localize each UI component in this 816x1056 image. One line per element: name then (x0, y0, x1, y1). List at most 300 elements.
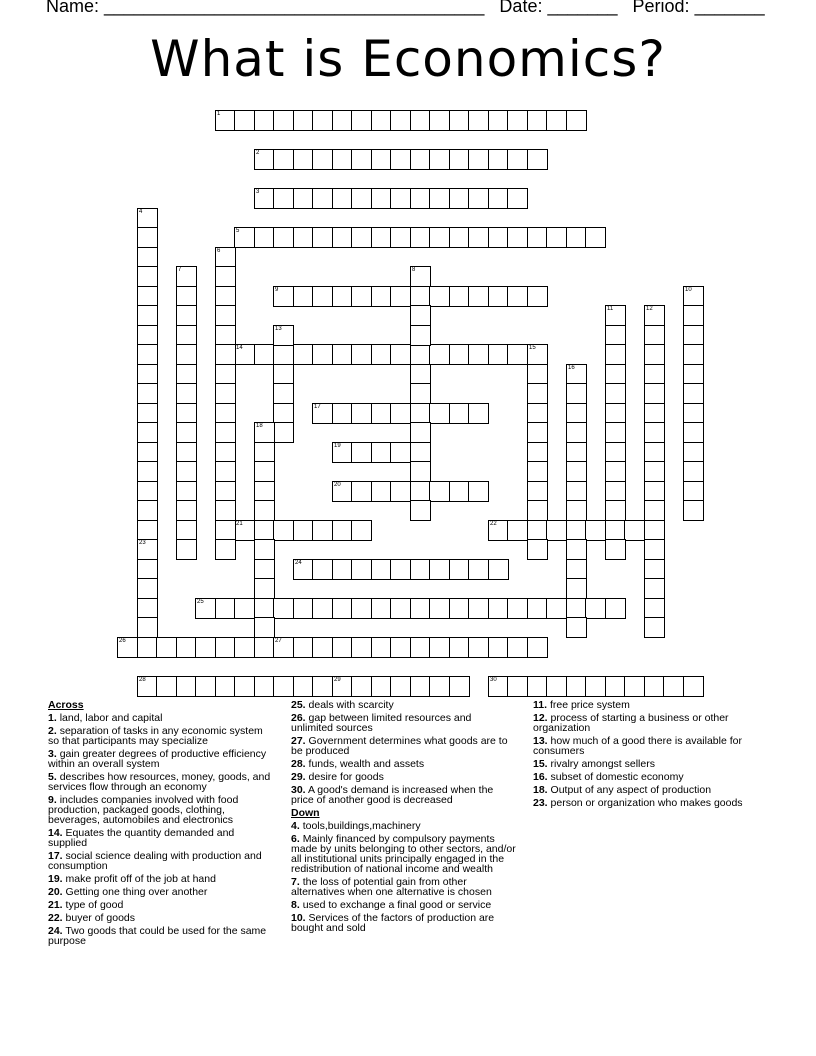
grid-cell[interactable] (527, 344, 548, 365)
grid-cell[interactable] (254, 227, 275, 248)
grid-cell[interactable] (468, 286, 489, 307)
grid-cell[interactable] (507, 110, 528, 131)
grid-cell[interactable] (293, 110, 314, 131)
grid-cell[interactable] (449, 110, 470, 131)
grid-cell[interactable] (488, 286, 509, 307)
grid-cell[interactable] (683, 442, 704, 463)
grid-cell[interactable] (234, 520, 255, 541)
grid-cell[interactable] (351, 149, 372, 170)
grid-cell[interactable] (527, 422, 548, 443)
grid-cell[interactable] (254, 520, 275, 541)
grid-cell[interactable] (137, 325, 158, 346)
grid-cell[interactable] (215, 500, 236, 521)
grid-cell[interactable] (371, 227, 392, 248)
grid-cell[interactable] (371, 676, 392, 697)
grid-cell[interactable] (683, 481, 704, 502)
grid-cell[interactable] (293, 344, 314, 365)
grid-cell[interactable] (410, 188, 431, 209)
grid-cell[interactable] (410, 676, 431, 697)
grid-cell[interactable] (605, 461, 626, 482)
grid-cell[interactable] (390, 676, 411, 697)
grid-cell[interactable] (293, 227, 314, 248)
grid-cell[interactable] (527, 227, 548, 248)
grid-cell[interactable] (137, 637, 158, 658)
grid-cell[interactable] (234, 110, 255, 131)
grid-cell[interactable] (117, 637, 138, 658)
grid-cell[interactable] (195, 598, 216, 619)
grid-cell[interactable] (410, 286, 431, 307)
grid-cell[interactable] (527, 403, 548, 424)
grid-cell[interactable] (293, 559, 314, 580)
grid-cell[interactable] (351, 344, 372, 365)
grid-cell[interactable] (468, 559, 489, 580)
grid-cell[interactable] (332, 520, 353, 541)
grid-cell[interactable] (566, 364, 587, 385)
grid-cell[interactable] (137, 520, 158, 541)
grid-cell[interactable] (410, 149, 431, 170)
grid-cell[interactable] (605, 676, 626, 697)
grid-cell[interactable] (488, 110, 509, 131)
grid-cell[interactable] (176, 422, 197, 443)
grid-cell[interactable] (176, 403, 197, 424)
grid-cell[interactable] (273, 149, 294, 170)
grid-cell[interactable] (176, 383, 197, 404)
grid-cell[interactable] (527, 520, 548, 541)
grid-cell[interactable] (566, 227, 587, 248)
grid-cell[interactable] (137, 247, 158, 268)
grid-cell[interactable] (605, 500, 626, 521)
grid-cell[interactable] (332, 598, 353, 619)
grid-cell[interactable] (644, 461, 665, 482)
grid-cell[interactable] (254, 617, 275, 638)
grid-cell[interactable] (234, 637, 255, 658)
grid-cell[interactable] (644, 305, 665, 326)
grid-cell[interactable] (488, 559, 509, 580)
grid-cell[interactable] (137, 442, 158, 463)
grid-cell[interactable] (312, 598, 333, 619)
grid-cell[interactable] (215, 364, 236, 385)
grid-cell[interactable] (644, 383, 665, 404)
grid-cell[interactable] (546, 227, 567, 248)
grid-cell[interactable] (293, 188, 314, 209)
grid-cell[interactable] (644, 325, 665, 346)
grid-cell[interactable] (312, 188, 333, 209)
grid-cell[interactable] (273, 520, 294, 541)
grid-cell[interactable] (429, 188, 450, 209)
grid-cell[interactable] (605, 344, 626, 365)
grid-cell[interactable] (215, 442, 236, 463)
grid-cell[interactable] (371, 403, 392, 424)
grid-cell[interactable] (644, 344, 665, 365)
grid-cell[interactable] (429, 110, 450, 131)
grid-cell[interactable] (566, 383, 587, 404)
grid-cell[interactable] (351, 637, 372, 658)
grid-cell[interactable] (351, 598, 372, 619)
grid-cell[interactable] (273, 422, 294, 443)
grid-cell[interactable] (176, 266, 197, 287)
grid-cell[interactable] (566, 481, 587, 502)
grid-cell[interactable] (644, 422, 665, 443)
grid-cell[interactable] (332, 188, 353, 209)
grid-cell[interactable] (215, 422, 236, 443)
grid-cell[interactable] (605, 481, 626, 502)
grid-cell[interactable] (644, 520, 665, 541)
grid-cell[interactable] (390, 286, 411, 307)
grid-cell[interactable] (449, 344, 470, 365)
grid-cell[interactable] (176, 481, 197, 502)
grid-cell[interactable] (527, 110, 548, 131)
grid-cell[interactable] (605, 403, 626, 424)
grid-cell[interactable] (351, 403, 372, 424)
grid-cell[interactable] (215, 325, 236, 346)
grid-cell[interactable] (273, 110, 294, 131)
grid-cell[interactable] (332, 637, 353, 658)
grid-cell[interactable] (176, 344, 197, 365)
grid-cell[interactable] (527, 500, 548, 521)
grid-cell[interactable] (371, 598, 392, 619)
grid-cell[interactable] (254, 578, 275, 599)
grid-cell[interactable] (254, 559, 275, 580)
grid-cell[interactable] (332, 442, 353, 463)
grid-cell[interactable] (273, 383, 294, 404)
grid-cell[interactable] (566, 520, 587, 541)
grid-cell[interactable] (468, 227, 489, 248)
grid-cell[interactable] (527, 481, 548, 502)
grid-cell[interactable] (176, 286, 197, 307)
grid-cell[interactable] (273, 286, 294, 307)
grid-cell[interactable] (527, 676, 548, 697)
grid-cell[interactable] (566, 500, 587, 521)
grid-cell[interactable] (449, 598, 470, 619)
grid-cell[interactable] (312, 403, 333, 424)
grid-cell[interactable] (254, 422, 275, 443)
grid-cell[interactable] (293, 676, 314, 697)
grid-cell[interactable] (468, 403, 489, 424)
grid-cell[interactable] (390, 559, 411, 580)
grid-cell[interactable] (449, 149, 470, 170)
grid-cell[interactable] (176, 461, 197, 482)
grid-cell[interactable] (566, 598, 587, 619)
grid-cell[interactable] (371, 344, 392, 365)
grid-cell[interactable] (137, 227, 158, 248)
grid-cell[interactable] (410, 364, 431, 385)
grid-cell[interactable] (449, 481, 470, 502)
grid-cell[interactable] (137, 617, 158, 638)
grid-cell[interactable] (351, 520, 372, 541)
grid-cell[interactable] (410, 442, 431, 463)
grid-cell[interactable] (390, 481, 411, 502)
grid-cell[interactable] (137, 539, 158, 560)
grid-cell[interactable] (468, 637, 489, 658)
grid-cell[interactable] (312, 559, 333, 580)
grid-cell[interactable] (215, 403, 236, 424)
grid-cell[interactable] (605, 539, 626, 560)
grid-cell[interactable] (312, 227, 333, 248)
grid-cell[interactable] (644, 578, 665, 599)
grid-cell[interactable] (644, 403, 665, 424)
grid-cell[interactable] (449, 403, 470, 424)
grid-cell[interactable] (215, 286, 236, 307)
grid-cell[interactable] (644, 598, 665, 619)
grid-cell[interactable] (273, 637, 294, 658)
grid-cell[interactable] (312, 344, 333, 365)
grid-cell[interactable] (644, 539, 665, 560)
grid-cell[interactable] (449, 676, 470, 697)
grid-cell[interactable] (644, 617, 665, 638)
grid-cell[interactable] (137, 676, 158, 697)
grid-cell[interactable] (293, 520, 314, 541)
grid-cell[interactable] (468, 344, 489, 365)
grid-cell[interactable] (390, 344, 411, 365)
grid-cell[interactable] (254, 539, 275, 560)
grid-cell[interactable] (273, 344, 294, 365)
grid-cell[interactable] (605, 383, 626, 404)
grid-cell[interactable] (566, 461, 587, 482)
grid-cell[interactable] (410, 344, 431, 365)
grid-cell[interactable] (468, 188, 489, 209)
grid-cell[interactable] (351, 227, 372, 248)
grid-cell[interactable] (644, 559, 665, 580)
grid-cell[interactable] (468, 598, 489, 619)
grid-cell[interactable] (429, 149, 450, 170)
grid-cell[interactable] (507, 598, 528, 619)
grid-cell[interactable] (254, 442, 275, 463)
grid-cell[interactable] (351, 110, 372, 131)
grid-cell[interactable] (429, 344, 450, 365)
grid-cell[interactable] (351, 481, 372, 502)
grid-cell[interactable] (371, 442, 392, 463)
grid-cell[interactable] (410, 637, 431, 658)
grid-cell[interactable] (254, 500, 275, 521)
grid-cell[interactable] (215, 383, 236, 404)
grid-cell[interactable] (293, 637, 314, 658)
grid-cell[interactable] (546, 598, 567, 619)
grid-cell[interactable] (410, 227, 431, 248)
grid-cell[interactable] (390, 149, 411, 170)
grid-cell[interactable] (468, 149, 489, 170)
grid-cell[interactable] (410, 422, 431, 443)
grid-cell[interactable] (488, 676, 509, 697)
grid-cell[interactable] (254, 481, 275, 502)
grid-cell[interactable] (390, 110, 411, 131)
grid-cell[interactable] (176, 325, 197, 346)
grid-cell[interactable] (449, 188, 470, 209)
grid-cell[interactable] (371, 559, 392, 580)
grid-cell[interactable] (683, 403, 704, 424)
grid-cell[interactable] (410, 500, 431, 521)
grid-cell[interactable] (449, 559, 470, 580)
grid-cell[interactable] (137, 344, 158, 365)
grid-cell[interactable] (605, 598, 626, 619)
grid-cell[interactable] (527, 383, 548, 404)
grid-cell[interactable] (254, 344, 275, 365)
grid-cell[interactable] (410, 461, 431, 482)
grid-cell[interactable] (332, 286, 353, 307)
grid-cell[interactable] (410, 598, 431, 619)
grid-cell[interactable] (410, 325, 431, 346)
grid-cell[interactable] (429, 559, 450, 580)
grid-cell[interactable] (351, 442, 372, 463)
grid-cell[interactable] (371, 110, 392, 131)
grid-cell[interactable] (254, 110, 275, 131)
grid-cell[interactable] (254, 461, 275, 482)
grid-cell[interactable] (683, 383, 704, 404)
grid-cell[interactable] (488, 188, 509, 209)
grid-cell[interactable] (527, 286, 548, 307)
grid-cell[interactable] (176, 520, 197, 541)
grid-cell[interactable] (683, 364, 704, 385)
grid-cell[interactable] (488, 149, 509, 170)
grid-cell[interactable] (527, 364, 548, 385)
grid-cell[interactable] (176, 539, 197, 560)
grid-cell[interactable] (273, 676, 294, 697)
grid-cell[interactable] (273, 364, 294, 385)
grid-cell[interactable] (390, 188, 411, 209)
grid-cell[interactable] (605, 442, 626, 463)
grid-cell[interactable] (273, 403, 294, 424)
grid-cell[interactable] (410, 266, 431, 287)
grid-cell[interactable] (137, 305, 158, 326)
grid-cell[interactable] (410, 383, 431, 404)
grid-cell[interactable] (234, 598, 255, 619)
grid-cell[interactable] (566, 422, 587, 443)
grid-cell[interactable] (273, 227, 294, 248)
grid-cell[interactable] (332, 149, 353, 170)
grid-cell[interactable] (410, 305, 431, 326)
grid-cell[interactable] (546, 110, 567, 131)
grid-cell[interactable] (683, 461, 704, 482)
grid-cell[interactable] (332, 481, 353, 502)
grid-cell[interactable] (137, 286, 158, 307)
grid-cell[interactable] (176, 305, 197, 326)
grid-cell[interactable] (234, 344, 255, 365)
grid-cell[interactable] (644, 481, 665, 502)
grid-cell[interactable] (215, 598, 236, 619)
grid-cell[interactable] (488, 344, 509, 365)
grid-cell[interactable] (215, 247, 236, 268)
grid-cell[interactable] (488, 227, 509, 248)
grid-cell[interactable] (390, 598, 411, 619)
grid-cell[interactable] (507, 676, 528, 697)
grid-cell[interactable] (371, 481, 392, 502)
grid-cell[interactable] (683, 305, 704, 326)
grid-cell[interactable] (312, 286, 333, 307)
grid-cell[interactable] (644, 442, 665, 463)
grid-cell[interactable] (156, 676, 177, 697)
grid-cell[interactable] (215, 676, 236, 697)
grid-cell[interactable] (683, 344, 704, 365)
grid-cell[interactable] (312, 676, 333, 697)
grid-cell[interactable] (566, 578, 587, 599)
grid-cell[interactable] (429, 286, 450, 307)
grid-cell[interactable] (371, 188, 392, 209)
grid-cell[interactable] (371, 149, 392, 170)
grid-cell[interactable] (624, 676, 645, 697)
grid-cell[interactable] (293, 598, 314, 619)
grid-cell[interactable] (254, 676, 275, 697)
grid-cell[interactable] (254, 188, 275, 209)
grid-cell[interactable] (449, 286, 470, 307)
grid-cell[interactable] (254, 637, 275, 658)
grid-cell[interactable] (273, 188, 294, 209)
grid-cell[interactable] (390, 637, 411, 658)
grid-cell[interactable] (332, 110, 353, 131)
grid-cell[interactable] (566, 539, 587, 560)
grid-cell[interactable] (273, 598, 294, 619)
grid-cell[interactable] (546, 676, 567, 697)
grid-cell[interactable] (566, 617, 587, 638)
grid-cell[interactable] (566, 442, 587, 463)
grid-cell[interactable] (273, 325, 294, 346)
grid-cell[interactable] (176, 637, 197, 658)
grid-cell[interactable] (351, 188, 372, 209)
grid-cell[interactable] (683, 286, 704, 307)
grid-cell[interactable] (176, 500, 197, 521)
grid-cell[interactable] (215, 266, 236, 287)
grid-cell[interactable] (215, 637, 236, 658)
grid-cell[interactable] (546, 520, 567, 541)
grid-cell[interactable] (137, 208, 158, 229)
grid-cell[interactable] (429, 637, 450, 658)
grid-cell[interactable] (312, 520, 333, 541)
grid-cell[interactable] (215, 305, 236, 326)
grid-cell[interactable] (137, 481, 158, 502)
grid-cell[interactable] (449, 637, 470, 658)
grid-cell[interactable] (527, 461, 548, 482)
grid-cell[interactable] (566, 676, 587, 697)
grid-cell[interactable] (663, 676, 684, 697)
grid-cell[interactable] (215, 344, 236, 365)
grid-cell[interactable] (449, 227, 470, 248)
grid-cell[interactable] (644, 676, 665, 697)
grid-cell[interactable] (351, 559, 372, 580)
grid-cell[interactable] (507, 520, 528, 541)
grid-cell[interactable] (215, 461, 236, 482)
grid-cell[interactable] (332, 559, 353, 580)
grid-cell[interactable] (195, 637, 216, 658)
grid-cell[interactable] (137, 383, 158, 404)
grid-cell[interactable] (683, 500, 704, 521)
grid-cell[interactable] (137, 422, 158, 443)
grid-cell[interactable] (507, 227, 528, 248)
grid-cell[interactable] (312, 149, 333, 170)
grid-cell[interactable] (644, 364, 665, 385)
grid-cell[interactable] (507, 286, 528, 307)
grid-cell[interactable] (429, 227, 450, 248)
grid-cell[interactable] (312, 110, 333, 131)
grid-cell[interactable] (605, 325, 626, 346)
grid-cell[interactable] (624, 520, 645, 541)
grid-cell[interactable] (585, 227, 606, 248)
grid-cell[interactable] (429, 676, 450, 697)
grid-cell[interactable] (176, 676, 197, 697)
grid-cell[interactable] (176, 364, 197, 385)
grid-cell[interactable] (137, 578, 158, 599)
grid-cell[interactable] (137, 559, 158, 580)
grid-cell[interactable] (215, 520, 236, 541)
grid-cell[interactable] (254, 598, 275, 619)
grid-cell[interactable] (137, 598, 158, 619)
grid-cell[interactable] (507, 188, 528, 209)
grid-cell[interactable] (429, 481, 450, 502)
grid-cell[interactable] (332, 227, 353, 248)
grid-cell[interactable] (371, 637, 392, 658)
grid-cell[interactable] (507, 637, 528, 658)
grid-cell[interactable] (468, 481, 489, 502)
grid-cell[interactable] (644, 500, 665, 521)
grid-cell[interactable] (507, 344, 528, 365)
grid-cell[interactable] (137, 500, 158, 521)
